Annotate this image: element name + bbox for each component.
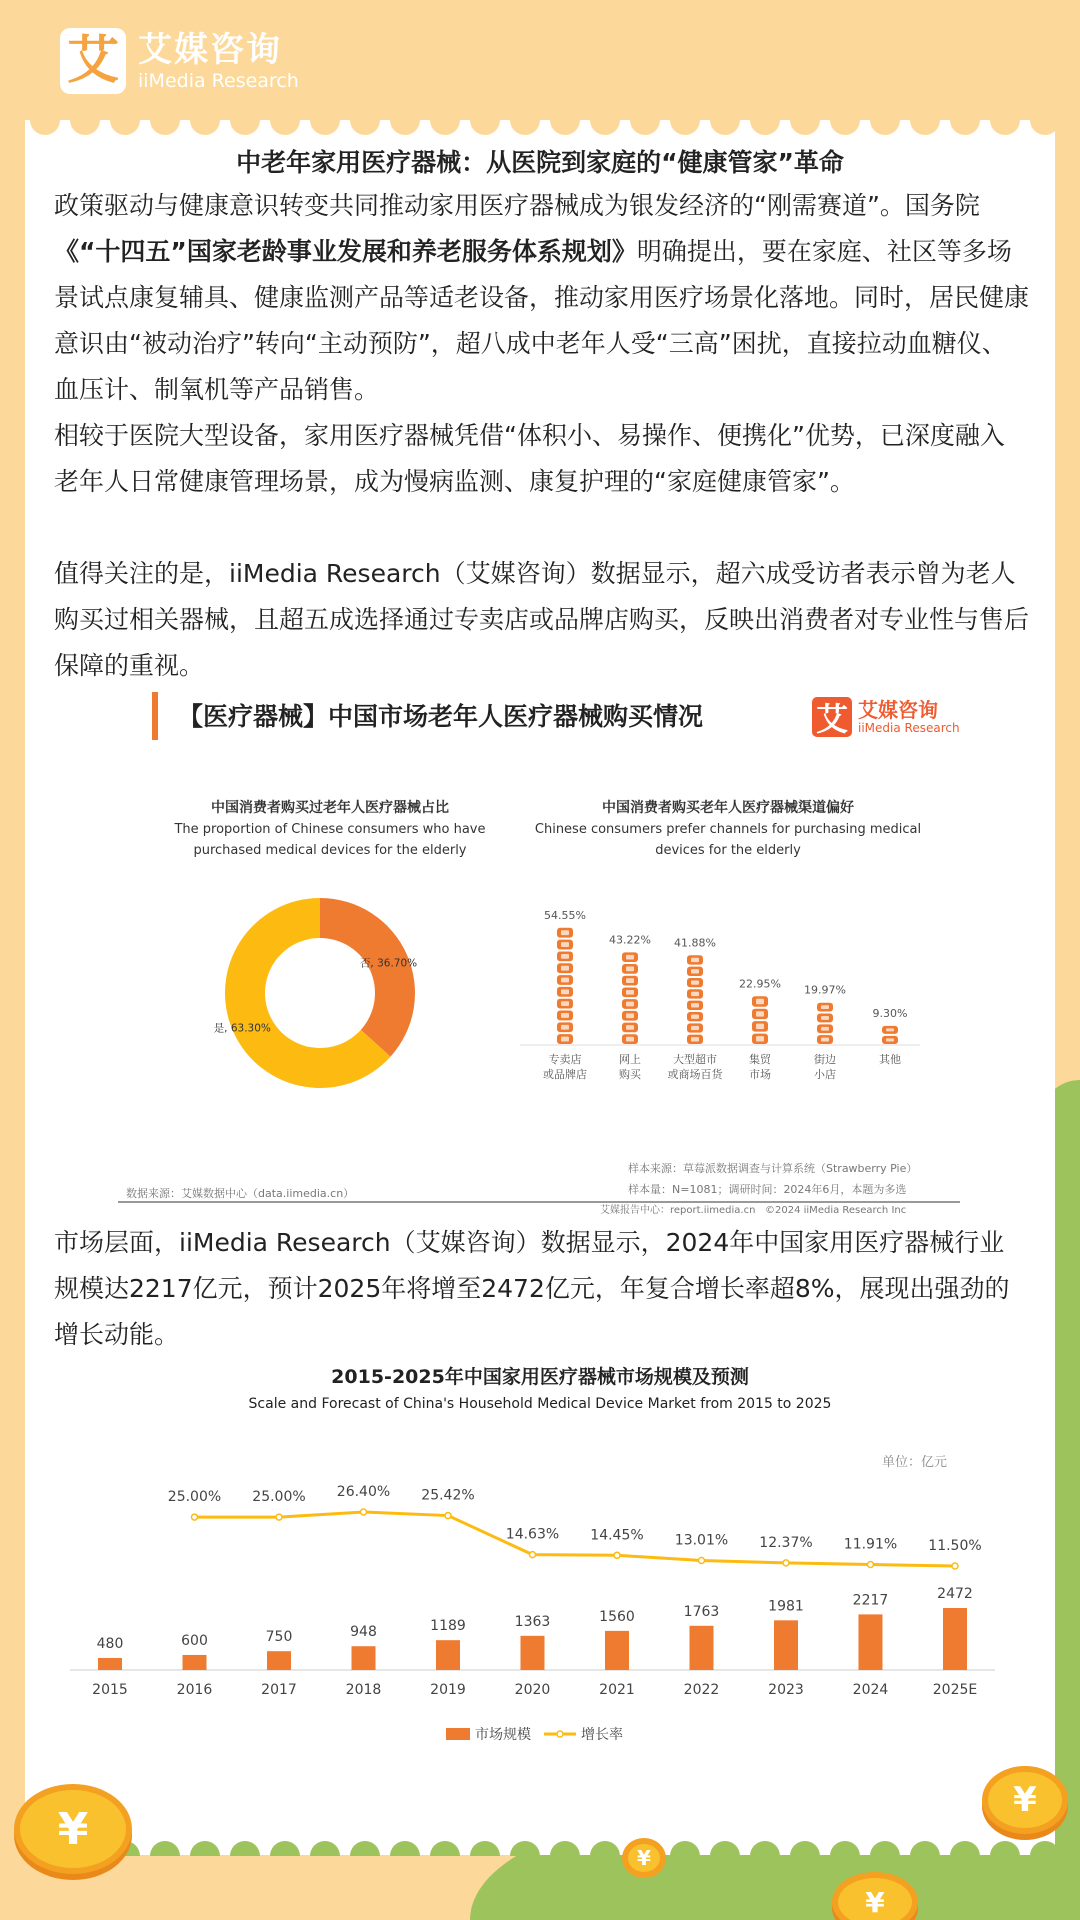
channel-bar-icon-face [561,1025,569,1030]
channel-bar-icon-face [821,1038,829,1042]
infographic-logo-cn: 艾媒咨询 [858,698,938,722]
channel-value-label: 9.30% [872,1006,908,1020]
source-data: 数据来源：艾媒数据中心（data.iimedia.cn） [126,1187,355,1200]
brand-name-cn: 艾媒咨询 [138,30,282,70]
infographic-title: 【医疗器械】中国市场老年人医疗器械购买情况 [178,702,704,731]
market-x-tick: 2019 [430,1682,466,1698]
paragraph-1: 政策驱动与健康意识转变共同推动家用医疗器械成为银发经济的“刚需赛道”。国务院《“十四五”国家老龄事业发展和养老服务体系规划》明确提出，要在家庭、社区等多场景试点康复辅具、健康监测产品等适老设备，推动家用医疗场景化落地。同时，居民健康意识由“被动治疗”转向“主动预防”，超八成中老年人受“三高”困扰，直接拉动血糖仪、血压计、制氧机等产品销售。 [54,191,1030,404]
market-chart-title: 2015-2025年中国家用医疗器械市场规模及预测 [331,1366,749,1388]
market-x-tick: 2018 [345,1682,382,1698]
growth-label: 25.42% [421,1487,475,1504]
market-bar-label: 1763 [683,1603,720,1620]
channel-bar-icon-face [691,1026,699,1030]
market-bar-label: 750 [265,1629,293,1646]
scallop-dot [630,120,660,135]
channel-bar-icon-face [821,1016,829,1020]
scallop-dot [590,1841,620,1856]
legend-line-dot [557,1731,563,1737]
channel-category-label: 或品牌店 [543,1068,587,1081]
paragraph-4: 市场层面，iiMedia Research（艾媒咨询）数据显示，2024年中国家用医疗器械行业规模达2217亿元，预计2025年将增至2472亿元，年复合增长率超8%，展现出强劲的增长动能。 [54,1228,1010,1349]
bottom-scallop-edge [25,1830,1055,1856]
brand-logo [60,28,299,94]
channel-bar [882,1026,898,1044]
market-x-tick: 2015 [92,1682,128,1698]
channel-bar-icon-face [561,989,569,994]
donut-chart-title [160,798,500,861]
growth-label: 25.00% [167,1489,222,1506]
market-bar-label: 1189 [430,1618,466,1635]
market-x-tick: 2016 [176,1682,213,1698]
scallop-dot [750,1841,780,1856]
article-headline: 中老年家用医疗器械：从医院到家庭的“健康管家”革命 [236,148,844,177]
channel-bar-icon-face [691,958,699,962]
scallop-dot [1030,120,1055,135]
market-x-tick: 2023 [768,1682,804,1698]
channel-bar-icon-face [821,1027,829,1031]
market-bar [774,1620,798,1670]
growth-label: 25.00% [252,1489,306,1506]
growth-point [699,1558,705,1564]
scallop-dot [950,120,980,135]
channel-chart-title [530,798,926,861]
channel-category-label: 专卖店 [548,1053,582,1066]
scallop-dot [430,120,460,135]
market-bar-label: 1363 [514,1613,551,1630]
market-bar [267,1651,291,1670]
channel-bar-icon-face [561,954,569,959]
channel-bar-icon-face [756,999,764,1004]
growth-point [445,1513,451,1519]
channel-category-label: 街边 [814,1053,836,1066]
coin-icon-small: ¥ [622,1838,666,1878]
channel-category-label: 网上 [619,1053,641,1066]
channel-category-label: 集贸 [749,1053,771,1066]
channel-bar-icon-face [561,1013,569,1018]
scallop-dot [150,120,180,135]
channel-bar-icon-face [691,1003,699,1007]
scallop-dot [310,120,340,135]
channel-category-label: 其他 [879,1053,901,1066]
legend-bar-swatch [446,1728,470,1740]
coin-icon-bottom: ¥ [832,1872,918,1920]
growth-point [868,1562,874,1568]
channel-bar-icon-face [691,980,699,984]
channel-value-label: 41.88% [674,936,716,950]
channel-value-label: 43.22% [609,933,651,947]
scallop-dot [950,1841,980,1856]
market-chart-subtitle: Scale and Forecast of China's Household Medical Device Market from 2015 to 2025 [248,1396,832,1412]
scallop-dot [870,120,900,135]
channel-bar [622,952,638,1044]
paragraph-3: 值得关注的是，iiMedia Research（艾媒咨询）数据显示，超六成受访者表示曾为老人购买过相关器械，且超五成选择通过专卖店或品牌店购买，反映出消费者对专业性与售后保障的重视。 [54,559,1030,680]
market-bar [98,1658,122,1670]
scallop-dot [190,120,220,135]
channel-bar-icon-face [561,978,569,983]
scallop-dot [430,1841,460,1856]
channel-bar-icon-face [626,955,634,960]
market-bar-label: 480 [96,1635,124,1652]
scallop-dot [910,1841,940,1856]
channel-bar-icon-face [626,978,634,983]
scallop-dot [150,1841,180,1856]
scallop-dot [910,120,940,135]
scallop-dot [870,1841,900,1856]
source-sample: 样本来源：草莓派数据调查与计算系统（Strawberry Pie） [628,1162,918,1175]
scallop-dot [710,1841,740,1856]
scallop-dot [990,1841,1020,1856]
channel-bar-chart [520,880,940,1090]
market-bar-label: 948 [350,1624,377,1641]
scallop-dot [830,120,860,135]
channel-category-label: 购买 [619,1068,641,1081]
growth-label: 13.01% [674,1532,729,1549]
channel-bar-icon-face [561,1037,569,1042]
market-bar-label: 2217 [852,1592,889,1609]
channel-bar-icon-face [821,1005,829,1009]
scallop-dot [230,120,260,135]
market-x-tick: 2025E [932,1682,978,1698]
growth-point [276,1514,282,1520]
channel-category-label: 大型超市 [673,1053,717,1066]
scallop-dot [750,120,780,135]
channel-value-label: 19.97% [804,983,846,997]
channel-bar-icon-face [691,969,699,973]
brand-name-en: iiMedia Research [138,70,299,92]
scallop-dot [1030,1841,1055,1856]
growth-label: 26.40% [336,1484,391,1500]
market-x-tick: 2022 [683,1682,720,1698]
channel-bar [687,955,703,1044]
market-combo-chart [60,1470,1010,1760]
market-unit-label: 单位：亿元 [882,1455,948,1470]
scallop-dot [310,1841,340,1856]
channel-bar [557,928,573,1044]
market-bar-label: 1981 [768,1598,804,1615]
channel-bar-icon-face [691,992,699,996]
coin-icon-left: ¥ [14,1784,132,1874]
market-x-tick: 2024 [852,1682,889,1698]
market-x-tick: 2017 [261,1682,297,1698]
channel-category-label: 小店 [814,1068,836,1081]
donut-label-yes: 是, 63.30% [213,1022,271,1035]
market-bar [859,1614,883,1670]
growth-point [530,1552,536,1558]
scallop-dot [70,120,100,135]
growth-label: 11.50% [928,1538,982,1554]
market-bar [352,1646,376,1670]
market-bar-label: 2472 [937,1586,973,1602]
channel-bar-icon-face [626,1037,634,1042]
growth-point [952,1563,958,1569]
channel-bar-icon-face [561,942,569,947]
channel-bar-icon-face [626,1025,634,1030]
channel-bar-icon-face [626,990,634,995]
channel-bar-icon-face [756,1024,764,1029]
growth-point [192,1514,198,1520]
scallop-dot [710,120,740,135]
scallop-dot [350,120,380,135]
scallop-dot [790,1841,820,1856]
coin-icon-right: ¥ [982,1766,1068,1834]
scallop-dot [390,120,420,135]
market-x-tick: 2020 [514,1682,551,1698]
channel-bar-icon-face [561,966,569,971]
channel-bar-icon-face [756,1011,764,1016]
scallop-dot [390,1841,420,1856]
scallop-dot [270,1841,300,1856]
scallop-dot [230,1841,260,1856]
scallop-dot [30,120,60,135]
scallop-dot [110,120,140,135]
growth-label: 11.91% [843,1536,898,1553]
channel-bar-icon-face [691,1037,699,1041]
scallop-dot [190,1841,220,1856]
market-bar [436,1640,460,1670]
channel-bar-icon-face [886,1028,894,1031]
brand-logo-icon: 艾 [60,28,126,94]
market-bar-label: 1560 [599,1608,635,1625]
scallop-dot [270,120,300,135]
legend-bar-label: 市场规模 [475,1727,531,1743]
channel-bar-icon-face [691,1014,699,1018]
infographic-title-bar [152,692,158,740]
growth-point [614,1552,620,1558]
market-bar [605,1631,629,1670]
channel-bar-icon-face [626,967,634,972]
scallop-dot [470,120,500,135]
channel-title-cn: 中国消费者购买老年人医疗器械渠道偏好 [602,800,854,816]
market-legend [446,1726,623,1743]
channel-bar-icon-face [886,1038,894,1041]
channel-category-label: 或商场百货 [667,1068,723,1081]
market-bar [690,1626,714,1670]
scallop-dot [590,120,620,135]
infographic-logo [812,697,960,737]
market-bar-label: 600 [181,1632,208,1649]
scallop-dot [550,1841,580,1856]
infographic-logo-en: iiMedia Research [858,721,960,735]
scallop-dot [990,120,1020,135]
growth-line [195,1512,956,1566]
scallop-dot [790,120,820,135]
channel-bar-icon-face [626,1002,634,1007]
scallop-dot [510,1841,540,1856]
scallop-dot [670,120,700,135]
donut-title-en: The proportion of Chinese consumers who have purchased medical devices for the elderly [174,822,486,858]
scallop-dot [830,1841,860,1856]
scallop-dot [510,120,540,135]
growth-label: 12.37% [759,1534,813,1551]
scallop-dot [550,120,580,135]
growth-point [361,1509,367,1515]
scallop-dot [670,1841,700,1856]
donut-chart [170,880,470,1100]
market-bar [943,1608,967,1670]
channel-value-label: 22.95% [739,977,781,991]
infographic-logo-icon: 艾 [812,697,852,737]
channel-bar [752,996,768,1044]
channel-bar-icon-face [561,930,569,935]
market-bar [183,1655,207,1670]
channel-bar-icon-face [561,1001,569,1006]
channel-title-en: Chinese consumers prefer channels for purchasing medical devices for the elderly [534,822,922,858]
channel-value-label: 54.55% [544,908,586,922]
channel-bar [817,1003,833,1044]
growth-point [783,1560,789,1566]
source-footer: 艾媒报告中心：report.iimedia.cn ©2024 iiMedia Research Inc [600,1205,907,1216]
paragraph-2: 相较于医院大型设备，家用医疗器械凭借“体积小、易操作、便携化”优势，已深度融入老年人日常健康管理场景，成为慢病监测、康复护理的“家庭健康管家”。 [54,421,1005,496]
channel-category-label: 市场 [749,1068,771,1081]
source-size: 样本量：N=1081；调研时间：2024年6月，本题为多选 [628,1183,907,1196]
donut-title-cn: 中国消费者购买过老年人医疗器械占比 [211,800,449,816]
growth-label: 14.45% [590,1527,644,1544]
scallop-dot [470,1841,500,1856]
donut-label-no: 否, 36.70% [359,957,418,970]
market-bar [521,1636,545,1670]
channel-bar-icon-face [626,1013,634,1018]
channel-bar-icon-face [756,1036,764,1041]
market-x-tick: 2021 [599,1682,635,1698]
growth-label: 14.63% [505,1526,560,1543]
donut-slice-no [320,898,418,1057]
scallop-dot [350,1841,380,1856]
legend-line-label: 增长率 [581,1727,623,1743]
